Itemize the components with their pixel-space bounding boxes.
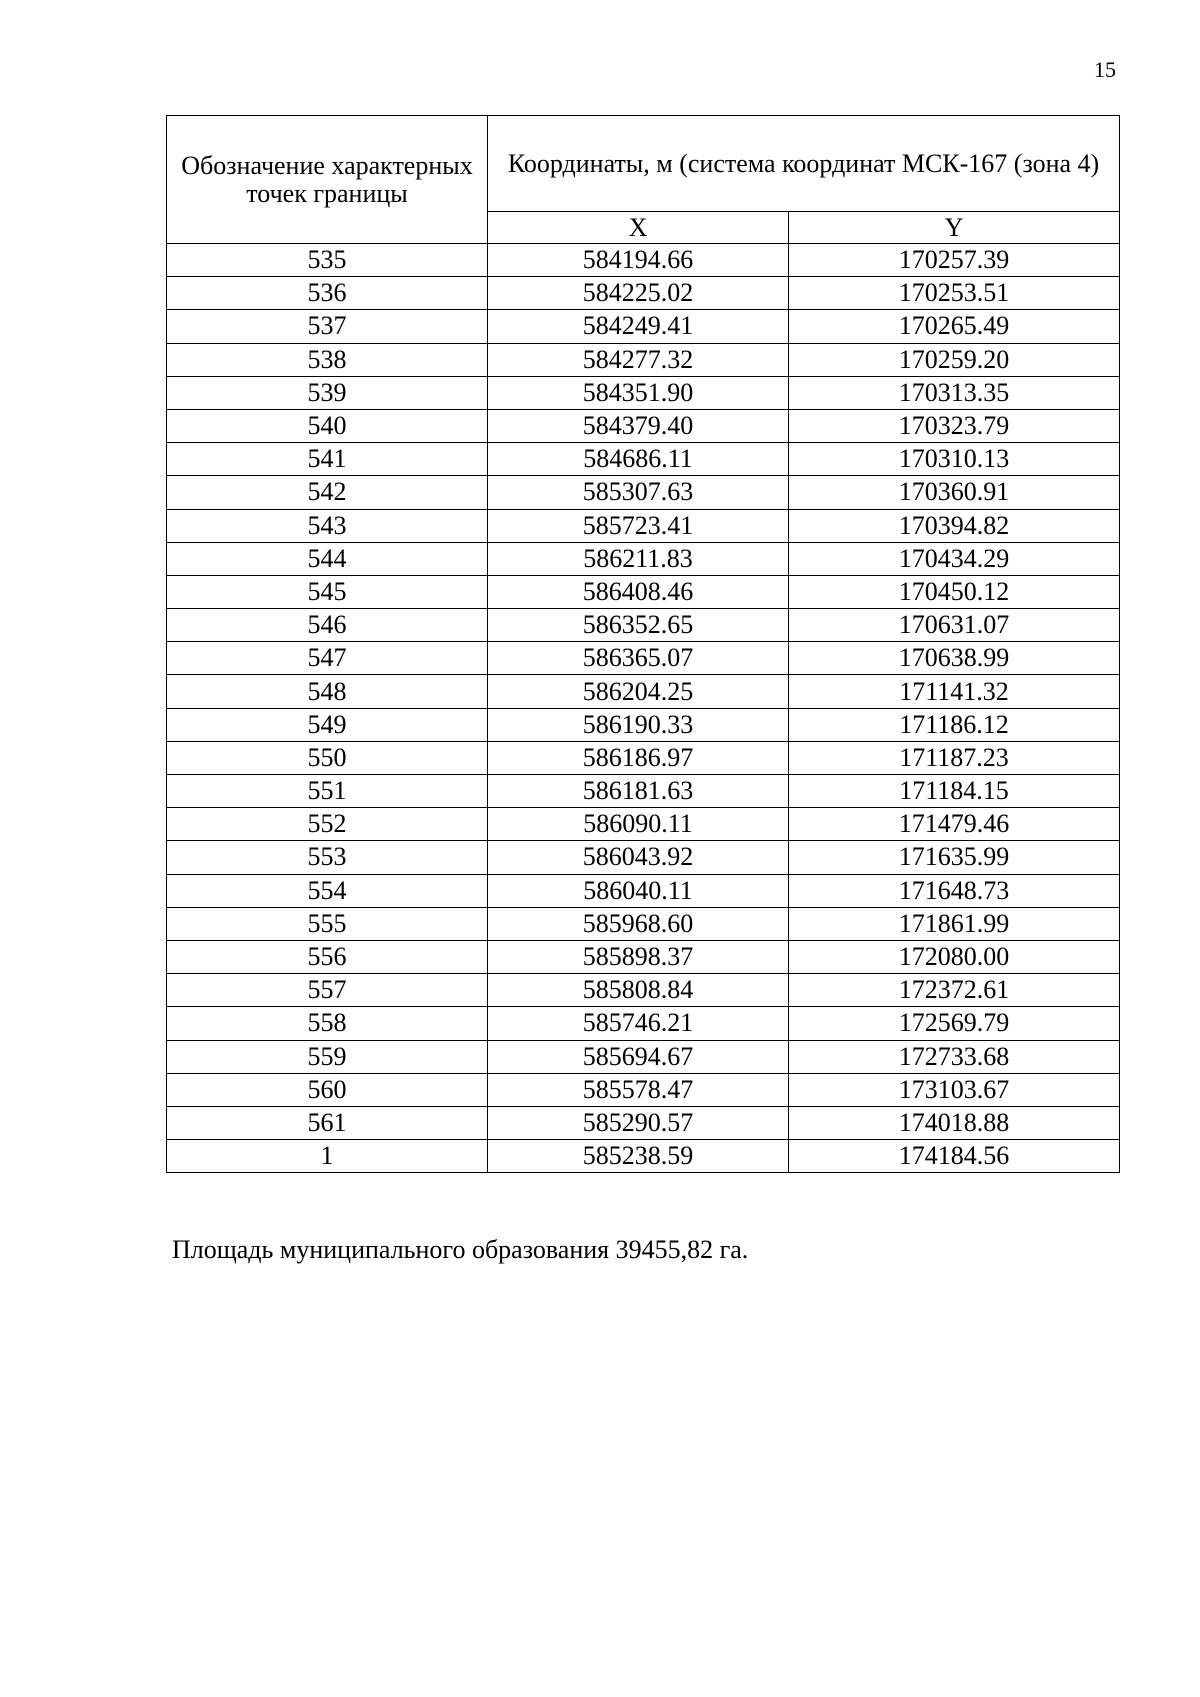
table-row <box>167 741 1120 774</box>
table-row <box>167 409 1120 442</box>
y-cell: 172569.79 <box>789 1007 1120 1040</box>
table-row <box>167 940 1120 973</box>
point-cell: 561 <box>167 1106 488 1139</box>
x-cell: 586186.97 <box>488 741 789 774</box>
x-cell: 586040.11 <box>488 874 789 907</box>
y-column-header: Y <box>789 212 1120 244</box>
table-row <box>167 1007 1120 1040</box>
y-cell: 171648.73 <box>789 874 1120 907</box>
table-row <box>167 675 1120 708</box>
y-cell: 171635.99 <box>789 841 1120 874</box>
point-cell: 537 <box>167 310 488 343</box>
y-cell: 170257.39 <box>789 244 1120 277</box>
point-cell: 548 <box>167 675 488 708</box>
point-cell: 558 <box>167 1007 488 1040</box>
y-cell: 172080.00 <box>789 940 1120 973</box>
table-row <box>167 907 1120 940</box>
x-cell: 584379.40 <box>488 409 789 442</box>
y-cell: 171861.99 <box>789 907 1120 940</box>
table-row <box>167 642 1120 675</box>
x-cell: 585578.47 <box>488 1073 789 1106</box>
x-cell: 585307.63 <box>488 476 789 509</box>
y-cell: 170313.35 <box>789 376 1120 409</box>
table-row <box>167 575 1120 608</box>
y-cell: 170394.82 <box>789 509 1120 542</box>
point-cell: 545 <box>167 575 488 608</box>
y-cell: 170638.99 <box>789 642 1120 675</box>
x-cell: 586352.65 <box>488 609 789 642</box>
point-cell: 560 <box>167 1073 488 1106</box>
point-cell: 538 <box>167 343 488 376</box>
x-cell: 584249.41 <box>488 310 789 343</box>
point-cell: 540 <box>167 409 488 442</box>
x-cell: 585694.67 <box>488 1040 789 1073</box>
y-cell: 170323.79 <box>789 409 1120 442</box>
y-cell: 170631.07 <box>789 609 1120 642</box>
table-row <box>167 310 1120 343</box>
point-cell: 556 <box>167 940 488 973</box>
y-cell: 170360.91 <box>789 476 1120 509</box>
x-cell: 586090.11 <box>488 808 789 841</box>
point-cell: 544 <box>167 542 488 575</box>
page-number: 15 <box>1094 57 1116 82</box>
table-row <box>167 476 1120 509</box>
point-cell: 535 <box>167 244 488 277</box>
x-cell: 586204.25 <box>488 675 789 708</box>
x-cell: 584194.66 <box>488 244 789 277</box>
table-row <box>167 376 1120 409</box>
x-cell: 586365.07 <box>488 642 789 675</box>
x-cell: 586408.46 <box>488 575 789 608</box>
table-row <box>167 1106 1120 1139</box>
point-cell: 553 <box>167 841 488 874</box>
point-cell: 557 <box>167 974 488 1007</box>
table-row <box>167 775 1120 808</box>
x-cell: 584351.90 <box>488 376 789 409</box>
y-cell: 170265.49 <box>789 310 1120 343</box>
point-cell: 1 <box>167 1140 488 1173</box>
x-cell: 584686.11 <box>488 443 789 476</box>
point-cell: 551 <box>167 775 488 808</box>
point-cell: 539 <box>167 376 488 409</box>
y-cell: 171186.12 <box>789 708 1120 741</box>
table-row <box>167 244 1120 277</box>
point-cell: 552 <box>167 808 488 841</box>
table-row <box>167 1040 1120 1073</box>
y-cell: 170259.20 <box>789 343 1120 376</box>
table-row <box>167 1140 1120 1173</box>
point-cell: 541 <box>167 443 488 476</box>
x-cell: 585808.84 <box>488 974 789 1007</box>
coords-column-header: Координаты, м (система координат МСК-167 (зона 4) <box>488 116 1120 212</box>
x-cell: 586211.83 <box>488 542 789 575</box>
y-cell: 171184.15 <box>789 775 1120 808</box>
coordinates-table <box>166 115 1120 1173</box>
x-column-header: X <box>488 212 789 244</box>
table-row <box>167 509 1120 542</box>
point-cell: 550 <box>167 741 488 774</box>
point-cell: 542 <box>167 476 488 509</box>
table-row <box>167 874 1120 907</box>
point-cell: 543 <box>167 509 488 542</box>
point-cell: 547 <box>167 642 488 675</box>
point-cell: 559 <box>167 1040 488 1073</box>
y-cell: 174018.88 <box>789 1106 1120 1139</box>
area-statement: Площадь муниципального образования 39455,82 га. <box>172 1235 749 1264</box>
x-cell: 585968.60 <box>488 907 789 940</box>
y-cell: 173103.67 <box>789 1073 1120 1106</box>
x-cell: 585723.41 <box>488 509 789 542</box>
table-body <box>167 244 1120 1173</box>
y-cell: 172733.68 <box>789 1040 1120 1073</box>
table-row <box>167 708 1120 741</box>
y-cell: 170253.51 <box>789 277 1120 310</box>
table-row <box>167 343 1120 376</box>
y-cell: 170450.12 <box>789 575 1120 608</box>
table-row <box>167 808 1120 841</box>
table-row <box>167 277 1120 310</box>
x-cell: 585238.59 <box>488 1140 789 1173</box>
y-cell: 170434.29 <box>789 542 1120 575</box>
point-cell: 554 <box>167 874 488 907</box>
x-cell: 586181.63 <box>488 775 789 808</box>
point-cell: 546 <box>167 609 488 642</box>
x-cell: 586043.92 <box>488 841 789 874</box>
y-cell: 171479.46 <box>789 808 1120 841</box>
table-row <box>167 443 1120 476</box>
y-cell: 174184.56 <box>789 1140 1120 1173</box>
x-cell: 586190.33 <box>488 708 789 741</box>
point-cell: 549 <box>167 708 488 741</box>
x-cell: 585898.37 <box>488 940 789 973</box>
x-cell: 584225.02 <box>488 277 789 310</box>
x-cell: 585746.21 <box>488 1007 789 1040</box>
y-cell: 172372.61 <box>789 974 1120 1007</box>
table-row <box>167 542 1120 575</box>
x-cell: 585290.57 <box>488 1106 789 1139</box>
x-cell: 584277.32 <box>488 343 789 376</box>
point-column-header: Обозначение характерных точек границы <box>167 116 488 244</box>
table-row <box>167 1073 1120 1106</box>
table-row <box>167 609 1120 642</box>
y-cell: 170310.13 <box>789 443 1120 476</box>
table-row <box>167 974 1120 1007</box>
point-cell: 536 <box>167 277 488 310</box>
table-row <box>167 841 1120 874</box>
point-cell: 555 <box>167 907 488 940</box>
y-cell: 171141.32 <box>789 675 1120 708</box>
y-cell: 171187.23 <box>789 741 1120 774</box>
